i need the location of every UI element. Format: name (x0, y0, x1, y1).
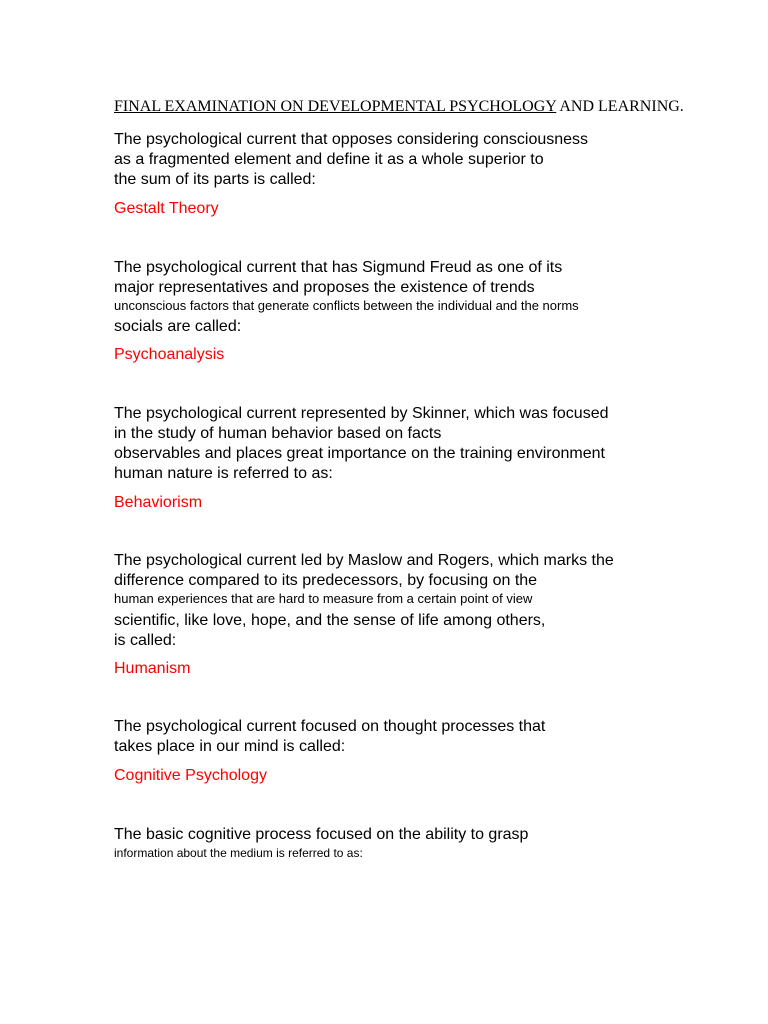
question-3-line-4: human nature is referred to as: (114, 465, 333, 482)
question-4-line-2: difference compared to its predecessors, by focusing on the (114, 572, 538, 589)
question-2-line-2: major representatives and proposes the existence of trends (114, 279, 535, 296)
question-5-line-1: The psychological current focused on thought processes that (114, 718, 546, 735)
question-2-line-4: socials are called: (114, 318, 242, 335)
question-2-line-3: unconscious factors that generate conflicts between the individual and the norms (114, 298, 579, 313)
question-2-line-1: The psychological current that has Sigmund Freud as one of its (114, 259, 563, 276)
question-4-line-5: is called: (114, 632, 177, 649)
question-6-line-2: information about the medium is referred to as: (114, 846, 363, 860)
question-1-line-3: the sum of its parts is called: (114, 171, 316, 188)
answer-2: Psychoanalysis (114, 346, 225, 363)
answer-4: Humanism (114, 660, 191, 677)
title-underlined-part: FINAL EXAMINATION ON DEVELOPMENTAL PSYCHOLOGY (114, 98, 557, 115)
question-5-line-2: takes place in our mind is called: (114, 738, 346, 755)
answer-1: Gestalt Theory (114, 200, 219, 217)
question-4-line-4: scientific, like love, hope, and the sense of life among others, (114, 612, 546, 629)
title-rest: AND LEARNING. (556, 98, 684, 115)
document-title (114, 98, 684, 116)
question-3-line-1: The psychological current represented by Skinner, which was focused (114, 405, 609, 422)
question-4-line-3: human experiences that are hard to measure from a certain point of view (114, 591, 533, 606)
answer-5: Cognitive Psychology (114, 767, 267, 784)
question-1-line-1: The psychological current that opposes considering consciousness (114, 131, 589, 148)
question-6-line-1: The basic cognitive process focused on the ability to grasp (114, 826, 529, 843)
question-4-line-1: The psychological current led by Maslow and Rogers, which marks the (114, 552, 614, 569)
question-3-line-3: observables and places great importance on the training environment (114, 445, 605, 462)
question-3-line-2: in the study of human behavior based on facts (114, 425, 442, 442)
question-1-line-2: as a fragmented element and define it as a whole superior to (114, 151, 544, 168)
answer-3: Behaviorism (114, 494, 203, 511)
